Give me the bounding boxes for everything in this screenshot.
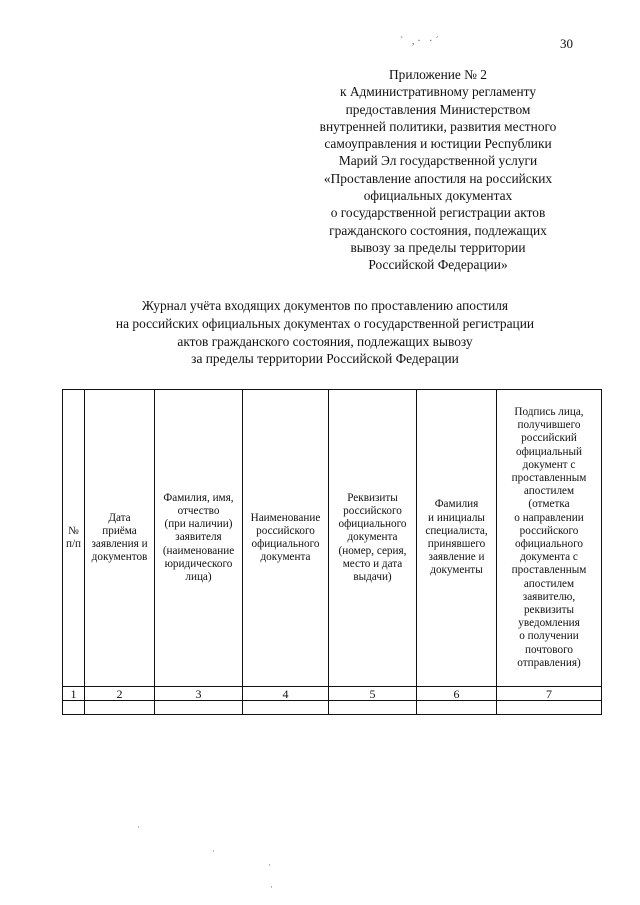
scan-speck: ·: [137, 822, 140, 832]
column-number-row: [63, 687, 602, 701]
empty-cell: [243, 701, 329, 715]
handwritten-mark: ˋ ,· ·ˊ: [400, 36, 442, 47]
scan-speck: ·: [212, 846, 215, 856]
journal-title-line: на российских официальных документах о государственной регистрации: [115, 315, 535, 331]
appendix-line: «Проставление апостиля на российских: [323, 170, 553, 186]
empty-cell: [417, 701, 497, 715]
header-cell-document-name: Наименование российского официального документа: [243, 390, 329, 687]
column-number-cell: 7: [497, 687, 602, 701]
appendix-line: Приложение № 2: [388, 67, 488, 82]
appendix-line: Марий Эл государственной услуги: [338, 153, 538, 169]
header-cell-document-details: Реквизиты российского официального документа (номер, серия, место и дата выдачи): [329, 390, 417, 687]
scan-speck: ·: [270, 882, 273, 892]
table-row: [63, 701, 602, 715]
journal-title-line: актов гражданского состояния, подлежащих вывозу: [177, 333, 473, 349]
column-number-cell: 6: [417, 687, 497, 701]
header-cell-specialist: Фамилия и инициалы специалиста, принявшего заявление и документы: [417, 390, 497, 687]
appendix-line: вывозу за пределы территории: [350, 239, 526, 255]
appendix-line: предоставления Министерством: [345, 101, 531, 117]
empty-cell: [85, 701, 155, 715]
header-cell-number: № п/п: [63, 390, 85, 687]
journal-table: [62, 389, 602, 715]
table-header-row: [63, 390, 602, 687]
appendix-line: Российской Федерации»: [368, 257, 508, 273]
journal-title-line: за пределы территории Российской Федерации: [191, 351, 459, 367]
column-number-cell: 1: [63, 687, 85, 701]
appendix-header: [298, 66, 578, 274]
column-number-cell: 4: [243, 687, 329, 701]
column-number-cell: 5: [329, 687, 417, 701]
column-number-cell: 2: [85, 687, 155, 701]
appendix-line: к Административному регламенту: [339, 84, 537, 100]
header-cell-signature: Подпись лица, получившего российский официальный документ с проставленным апостилем (отметка о направлении российского официального документа с проставленным апостилем заявителю, реквизиты уведомления о получении почтового отправления): [497, 390, 602, 687]
journal-title: [60, 297, 590, 368]
appendix-line: официальных документах: [363, 188, 513, 204]
appendix-line: гражданского состояния, подлежащих: [329, 222, 547, 238]
page-number: 30: [560, 36, 573, 51]
empty-cell: [497, 701, 602, 715]
appendix-line: о государственной регистрации актов: [330, 205, 546, 221]
scan-speck: ·: [268, 860, 271, 870]
empty-cell: [155, 701, 243, 715]
empty-cell: [63, 701, 85, 715]
empty-cell: [329, 701, 417, 715]
column-number-cell: 3: [155, 687, 243, 701]
header-cell-applicant: Фамилия, имя, отчество (при наличии) заявителя (наименование юридического лица): [155, 390, 243, 687]
header-cell-date: Дата приёма заявления и документов: [85, 390, 155, 687]
appendix-line: внутренней политики, развития местного: [319, 118, 557, 134]
appendix-line: самоуправления и юстиции Республики: [324, 136, 552, 152]
journal-title-line: Журнал учёта входящих документов по проставлению апостиля: [141, 298, 509, 313]
